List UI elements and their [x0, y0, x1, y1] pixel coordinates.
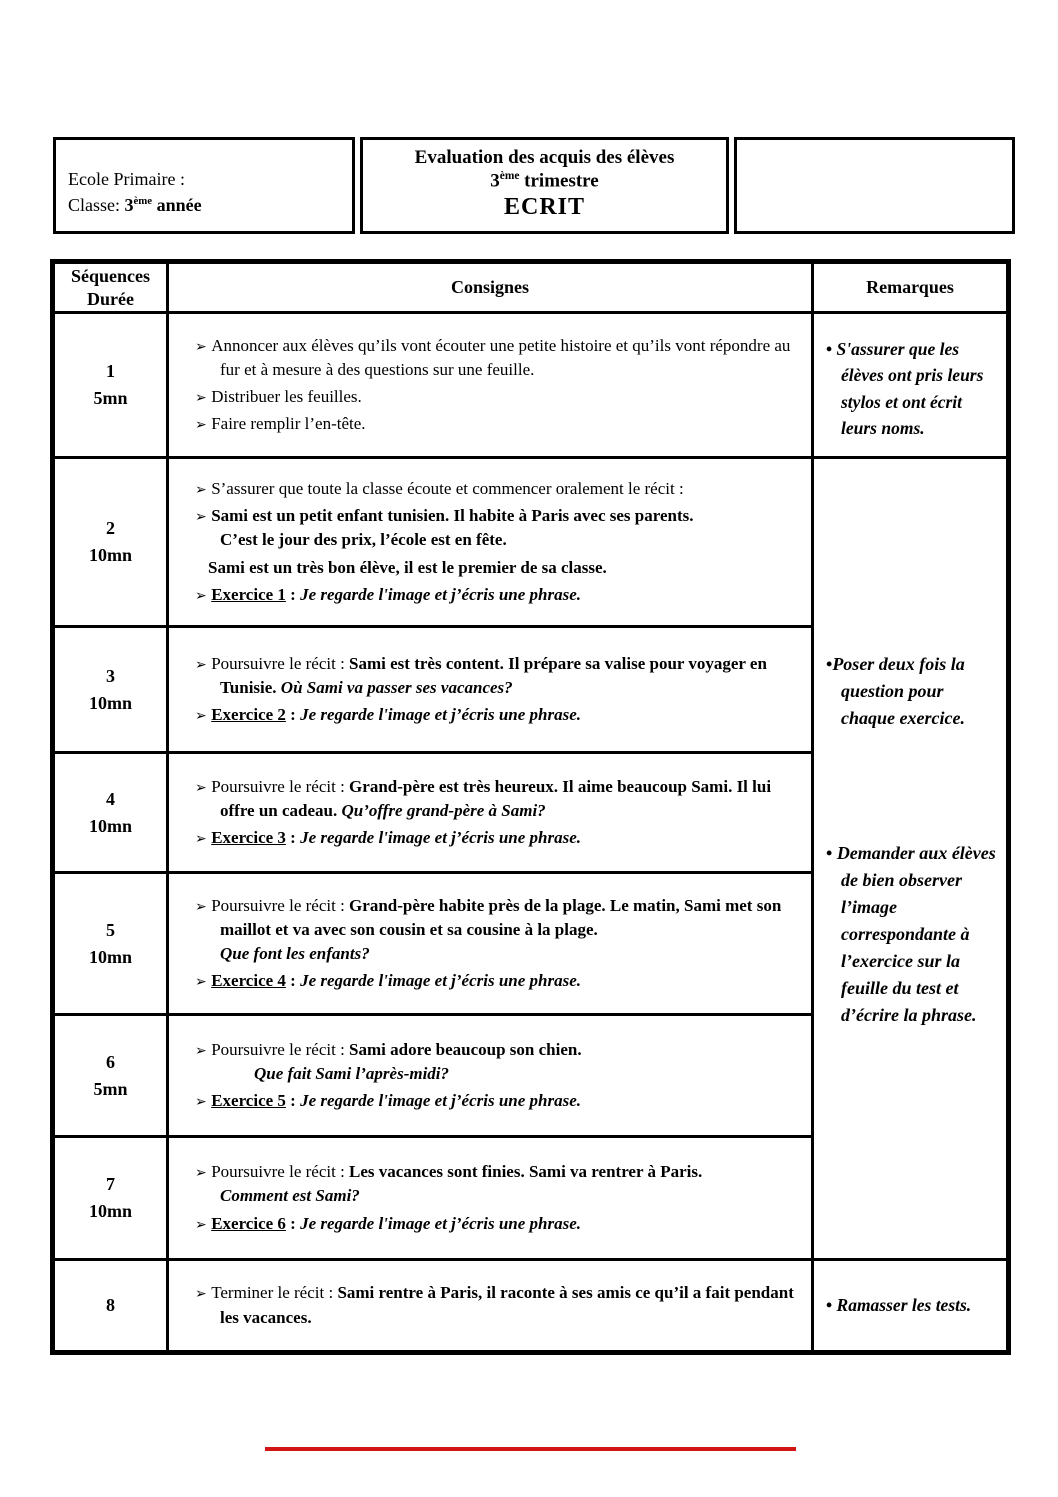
text-segment: C’est le jour des prix, l’école est en fête. [220, 530, 507, 550]
arrow-bullet-icon: ➢ [195, 1094, 212, 1111]
consigne-item [195, 1160, 801, 1208]
consignes-cell [168, 873, 813, 1015]
text-segment: Je regarde l'image et j’écris une phrase. [300, 828, 582, 848]
consigne-item [195, 894, 801, 966]
school-label: Ecole Primaire : [68, 169, 185, 189]
text-segment: : [285, 828, 301, 848]
text-segment: Sami rentre à Paris, il raconte à ses amis ce qu’il a fait pendant les vacances. [220, 1283, 794, 1327]
consignes-cell [168, 627, 813, 753]
sequence-duration: 10mn [88, 815, 132, 836]
table-row [53, 1260, 1009, 1353]
text-segment: Terminer le récit : [211, 1283, 338, 1303]
table-row [53, 313, 1009, 458]
sequence-cell [53, 1137, 168, 1260]
text-segment: Les vacances sont finies. Sami va rentrer à Paris. [349, 1162, 703, 1182]
remark-text: Poser deux fois la question pour chaque exercice. [832, 654, 965, 728]
arrow-bullet-icon: ➢ [195, 1216, 212, 1233]
consigne-item [195, 583, 801, 607]
consigne-item [195, 703, 801, 727]
sequence-number: 8 [106, 1295, 115, 1315]
sequence-duration: 5mn [93, 388, 128, 408]
consigne-item [195, 1038, 801, 1086]
sequence-number: 1 [106, 361, 115, 381]
text-segment: Poursuivre le récit : [211, 1162, 350, 1182]
text-segment: Sami est très content. Il prépare sa valise pour voyager en Tunisie. [220, 653, 767, 697]
header-empty-box [734, 137, 1015, 234]
text-segment: Je regarde l'image et j’écris une phrase. [300, 584, 582, 604]
text-segment: Exercice 4 [211, 971, 286, 991]
text-segment: Grand-père est très heureux. Il aime beaucoup Sami. Il lui offre un cadeau. [220, 776, 772, 820]
school-info-box [53, 137, 355, 234]
consigne-item [195, 826, 801, 850]
text-segment: Sami adore beaucoup son chien. [349, 1039, 582, 1059]
sequence-number: 3 [106, 665, 115, 686]
arrow-bullet-icon: ➢ [195, 831, 212, 848]
remark-item [826, 1292, 1000, 1318]
consigne-item [195, 775, 801, 823]
arrow-bullet-icon: ➢ [195, 898, 212, 915]
text-segment: Poursuivre le récit : [211, 776, 350, 796]
column-header-sequences: Séquences Durée [53, 262, 168, 313]
sequence-number: 7 [106, 1174, 115, 1194]
sequence-number: 4 [106, 788, 115, 809]
consigne-item [195, 1212, 801, 1236]
sequence-cell [53, 1015, 168, 1137]
text-segment: Poursuivre le récit : [211, 895, 350, 915]
consigne-item [195, 385, 801, 409]
remark-text: S'assurer que les élèves ont pris leurs stylos et ont écrit leurs noms. [836, 339, 984, 438]
text-segment: Distribuer les feuilles. [211, 387, 362, 406]
arrow-bullet-icon: ➢ [195, 1042, 212, 1059]
text-segment: : [285, 1091, 301, 1111]
dot-bullet-icon: • [826, 843, 837, 863]
evaluation-title: Evaluation des acquis des élèves [414, 147, 675, 168]
consigne-item [195, 652, 801, 700]
text-segment: Exercice 6 [211, 1213, 286, 1233]
column-header-consignes: Consignes [168, 262, 813, 313]
text-segment: Exercice 1 [211, 584, 286, 604]
consignes-cell [168, 1260, 813, 1353]
text-segment: Que fait Sami l’après-midi? [254, 1063, 450, 1083]
arrow-bullet-icon: ➢ [195, 1286, 212, 1303]
consigne-item [195, 477, 801, 501]
arrow-bullet-icon: ➢ [195, 708, 212, 725]
arrow-bullet-icon: ➢ [195, 417, 212, 434]
evaluation-title-box [360, 137, 729, 234]
text-segment: Je regarde l'image et j’écris une phrase. [300, 1091, 582, 1111]
document-header [53, 137, 1015, 234]
text-segment: Annoncer aux élèves qu’ils vont écouter une petite histoire et qu’ils vont répondre au fur et à mesure à des questions sur une feuille. [211, 335, 791, 379]
consigne-item [195, 1089, 801, 1113]
remark-text: Demander aux élèves de bien observer l’image correspondante à l’exercice sur la feuille du test et d’écrire la phrase. [836, 843, 996, 1025]
arrow-bullet-icon: ➢ [195, 779, 212, 796]
consigne-item [195, 412, 801, 436]
consignes-cell [168, 1137, 813, 1260]
remark-text: Ramasser les tests. [836, 1295, 972, 1316]
sequence-duration: 10mn [88, 545, 132, 565]
text-segment: Je regarde l'image et j’écris une phrase. [300, 971, 582, 991]
class-line [68, 192, 346, 218]
sequence-cell [53, 458, 168, 627]
remarks-cell [813, 313, 1009, 458]
text-segment: Je regarde l'image et j’écris une phrase. [300, 1213, 582, 1233]
ecrit-title: ECRIT [503, 194, 586, 221]
remark-item [826, 336, 1000, 441]
table-header-row [53, 262, 1009, 313]
arrow-bullet-icon: ➢ [195, 338, 212, 355]
sequence-number: 6 [106, 1051, 115, 1072]
consignes-cell [168, 458, 813, 627]
dot-bullet-icon: • [826, 339, 837, 359]
consigne-item [195, 969, 801, 993]
text-segment: : [285, 705, 301, 725]
text-segment: Exercice 3 [211, 828, 286, 848]
text-segment: : [285, 971, 301, 991]
sequence-cell [53, 627, 168, 753]
remark-item [826, 651, 1000, 732]
class-label: Classe: [68, 195, 125, 216]
dot-bullet-icon: • [826, 654, 833, 674]
sequence-table [50, 259, 1011, 1355]
text-segment: Grand-père habite près de la plage. Le matin, Sami met son maillot et va avec son cousin et sa cousine à la plage. [220, 895, 782, 939]
text-segment: Sami est un petit enfant tunisien. Il habite à Paris avec ses parents. [211, 506, 694, 526]
text-segment: : [285, 584, 301, 604]
sequence-cell [53, 873, 168, 1015]
column-header-remarques: Remarques [813, 262, 1009, 313]
sequence-cell [53, 1260, 168, 1353]
text-segment: Exercice 2 [211, 705, 286, 725]
text-segment: Faire remplir l’en-tête. [211, 414, 366, 434]
sequence-duration: 5mn [93, 1078, 128, 1099]
text-segment: Où Sami va passer ses vacances? [280, 677, 513, 697]
text-segment: Je regarde l'image et j’écris une phrase. [300, 705, 582, 725]
remark-item [826, 840, 1000, 1029]
text-segment: Comment est Sami? [220, 1186, 360, 1206]
text-segment: Poursuivre le récit : [211, 1039, 350, 1059]
table-header [53, 262, 1009, 313]
consigne-item [195, 1281, 801, 1329]
arrow-bullet-icon: ➢ [195, 656, 212, 673]
table-body [53, 313, 1009, 1353]
text-segment: Sami est un très bon élève, il est le premier de sa classe. [208, 557, 607, 577]
text-segment: : [285, 1213, 301, 1233]
sequence-number: 2 [106, 518, 115, 538]
sequence-cell [53, 313, 168, 458]
text-segment: S’assurer que toute la classe écoute et commencer oralement le récit : [211, 479, 684, 499]
consigne-item [195, 556, 801, 580]
consignes-cell [168, 753, 813, 873]
arrow-bullet-icon: ➢ [195, 390, 212, 406]
arrow-bullet-icon: ➢ [195, 482, 212, 499]
arrow-bullet-icon: ➢ [195, 974, 212, 991]
remarks-cell [813, 1260, 1009, 1353]
class-value: 3ème année [124, 195, 202, 216]
consignes-cell [168, 313, 813, 458]
sequence-cell [53, 753, 168, 873]
footer-red-line [265, 1447, 796, 1451]
trimester-line: 3ème trimestre [490, 170, 599, 192]
text-segment: Poursuivre le récit : [211, 653, 350, 673]
sequence-duration: 10mn [88, 1201, 132, 1221]
remarks-cell [813, 458, 1009, 1260]
sequence-duration: 10mn [88, 946, 132, 967]
sequence-number: 5 [106, 919, 115, 940]
arrow-bullet-icon: ➢ [195, 1165, 212, 1182]
consigne-item [195, 334, 801, 382]
text-segment: Exercice 5 [211, 1091, 286, 1111]
sequence-duration: 10mn [88, 692, 132, 713]
consignes-cell [168, 1015, 813, 1137]
arrow-bullet-icon: ➢ [195, 509, 212, 526]
text-segment: Que font les enfants? [220, 944, 370, 963]
text-segment: Qu’offre grand-père à Sami? [341, 800, 546, 820]
school-line [68, 166, 346, 192]
consigne-item [195, 504, 801, 552]
dot-bullet-icon: • [826, 1295, 837, 1316]
arrow-bullet-icon: ➢ [195, 587, 212, 604]
table-row [53, 458, 1009, 627]
